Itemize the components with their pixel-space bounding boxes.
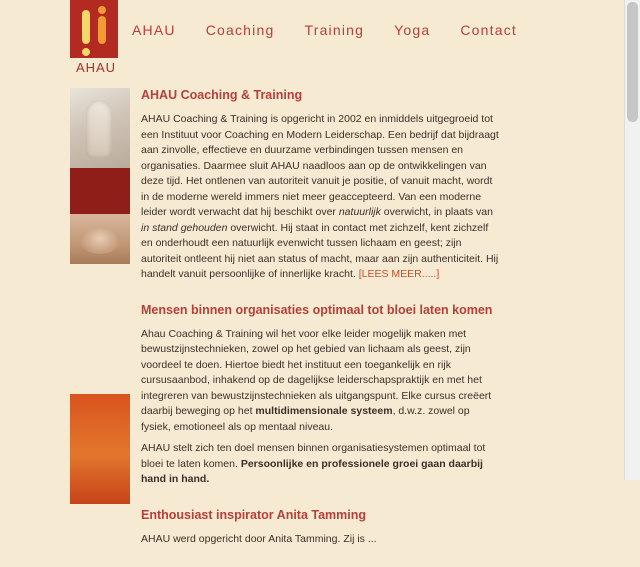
section-title: AHAU Coaching & Training: [141, 88, 303, 102]
nav-item-contact[interactable]: Contact: [460, 22, 518, 38]
main-navigation: [132, 22, 517, 38]
paragraph-text-b: , d.w.z. zowel op fysiek, emotioneel als op mentaal niveau.: [141, 405, 470, 433]
emphasis-multidimensionaal-systeem: multidimensionale systeem: [255, 405, 393, 417]
section-enthousiast-inspirator: [141, 508, 501, 548]
nav-item-yoga[interactable]: Yoga: [394, 22, 431, 38]
praying-hands-image: [70, 88, 130, 168]
paragraph-text-a: Ahau Coaching & Training wil het voor elke leider mogelijk maken met bewustzijnstechnieken, zowel op het gebied van lichaam als geest, zijn voordeel te doen. Hiertoe biedt het instituut een toegankelijk en rijk cursusaanbod, inhakend op de dagelijkse leiderschapspraktijk en met het integreren van bewustzijnstechnieken als uitgangspunt. Elke cursus creëert daarbij beweging op het: [141, 327, 492, 417]
sidebar-spacer: [70, 264, 130, 394]
nav-item-ahau[interactable]: AHAU: [132, 22, 176, 38]
logo-yellow-bar-icon: [82, 10, 90, 44]
face-image: [70, 214, 130, 264]
nav-item-coaching[interactable]: Coaching: [205, 22, 275, 38]
section-mensen-binnen-organisaties: [141, 303, 501, 488]
section-paragraph: AHAU werd opgericht door Anita Tamming. Zij is ...: [141, 532, 377, 545]
paragraph-text-mid-2: overwicht. Hij staat in contact met zichzelf, kent zichzelf en onderhoudt een natuurlijk evenwicht tussen lichaam en geest; zijn autoriteit ontleent hij niet aan status of macht, maar aan zijn authenticiteit. Hij handelt vanuit persoonlijke of innerlijke kracht.: [141, 221, 499, 280]
logo-yellow-dot-icon: [82, 48, 90, 56]
site-logo[interactable]: [70, 0, 130, 88]
scrollbar-thumb[interactable]: [627, 2, 638, 122]
site-header: [0, 0, 640, 88]
logo-orange-dot-icon: [98, 6, 106, 14]
orange-block-image: [70, 394, 130, 504]
logo-box-icon: [70, 0, 118, 58]
paragraph-text-c: AHAU stelt zich ten doel mensen binnen organisatiesystemen optimaal tot bloei te laten komen.: [141, 442, 486, 470]
lees-meer-link[interactable]: [LEES MEER.....]: [358, 268, 440, 280]
logo-wordmark: AHAU: [75, 60, 117, 75]
paragraph-text-mid-1: overwicht, in plaats van: [380, 206, 493, 218]
section-title: Mensen binnen organisaties optimaal tot bloei laten komen: [141, 302, 493, 317]
nav-item-training[interactable]: Training: [304, 22, 365, 38]
section-ahau-coaching-training: [141, 88, 501, 283]
main-column: [141, 88, 501, 567]
logo-orange-bar-icon: [98, 16, 106, 44]
section-title: Enthousiast inspirator Anita Tamming: [141, 507, 367, 522]
red-block-image: [70, 168, 130, 214]
section-paragraph: [141, 112, 501, 283]
paragraph-text: AHAU Coaching & Training is opgericht in 2002 en inmiddels uitgegroeid tot een Instituut voor Coaching en Modern Leiderschap. Een bedrijf dat bijdraagt aan zinvolle, effectieve en duurzame verbindingen tussen mensen en organisaties. Daarmee sluit AHAU naadloos aan op de ontwikkelingen van deze tijd. Het ontlenen van autoriteit vanuit je positie, of vanuit macht, wordt in de moderne wereld immers niet meer geaccepteerd. Van een moderne leider wordt verwacht dat hij beschikt over: [141, 113, 499, 218]
image-sidebar: [70, 88, 130, 504]
emphasis-natuurlijk: natuurlijk: [338, 206, 381, 218]
section-paragraph-2: [141, 441, 501, 488]
vertical-scrollbar[interactable]: [624, 0, 640, 480]
emphasis-in-stand-gehouden: in stand gehouden: [141, 221, 228, 234]
section-paragraph: [141, 327, 501, 436]
emphasis-persoonlijke-groei: Persoonlijke en professionele groei gaan daarbij hand in hand.: [141, 457, 483, 485]
